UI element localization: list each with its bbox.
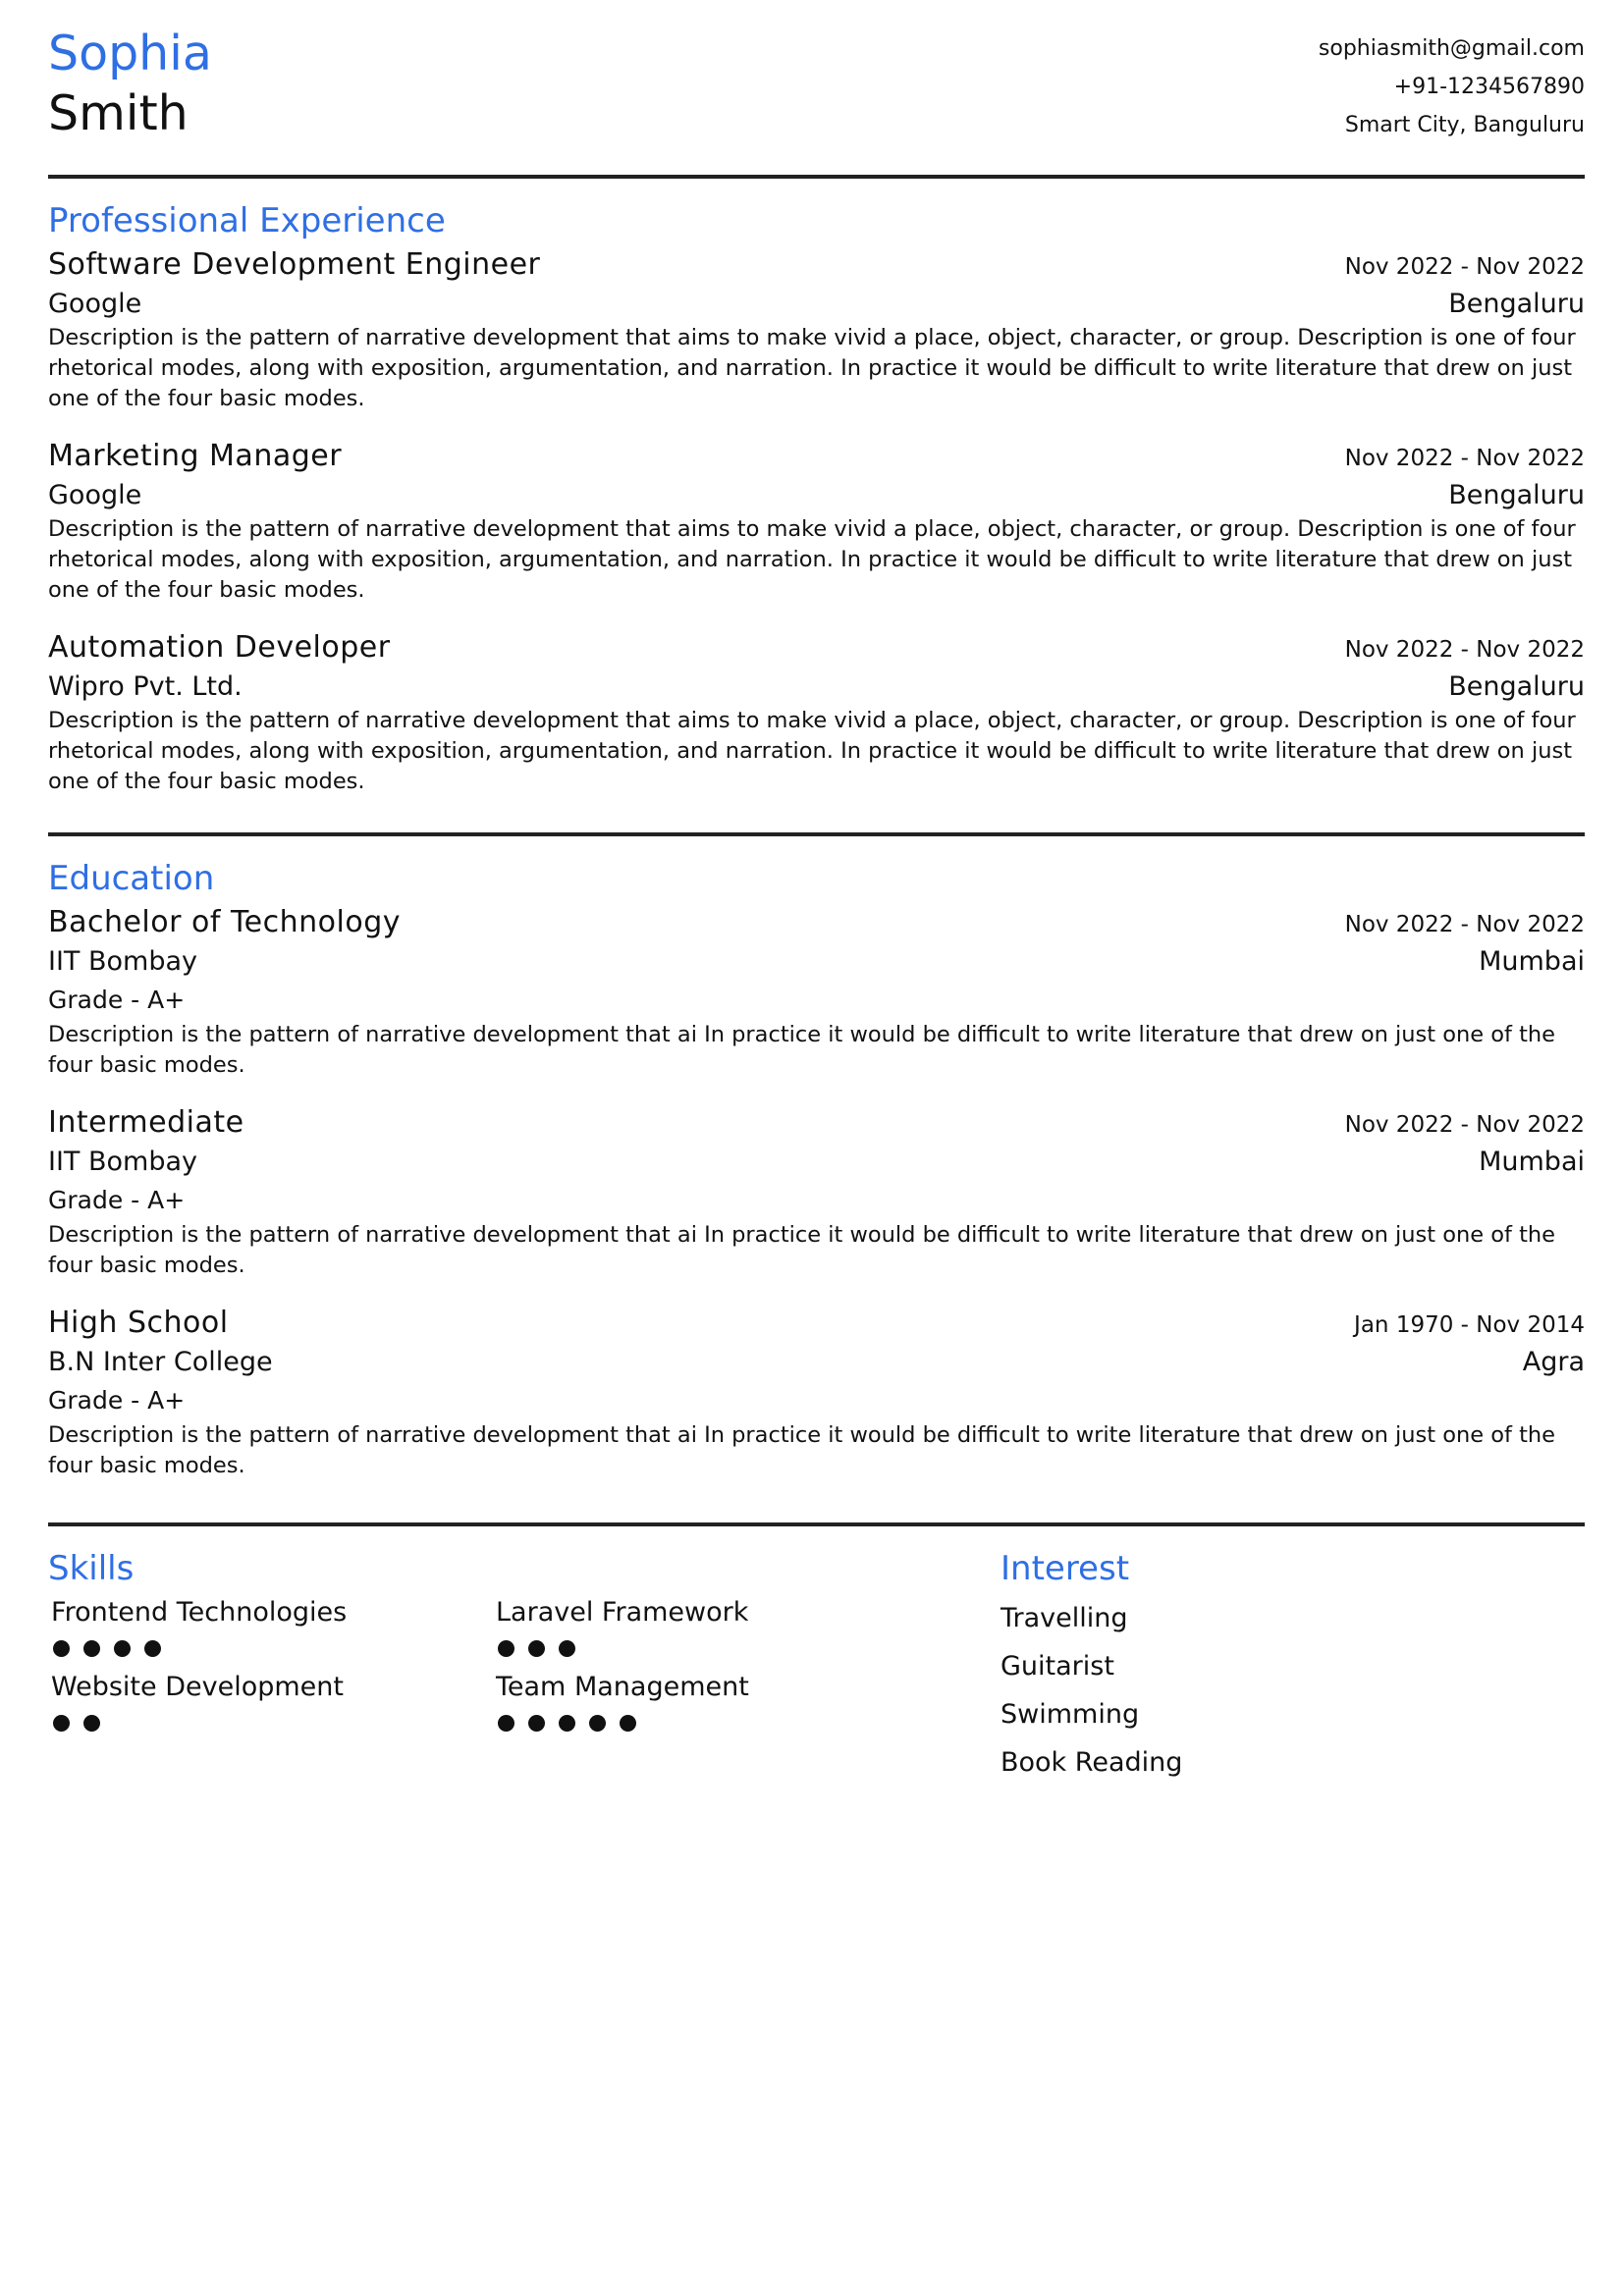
school-location: Mumbai	[1479, 1147, 1585, 1177]
rating-dot	[528, 1640, 545, 1657]
skill-rating	[51, 1706, 496, 1739]
grade: Grade - A+	[48, 986, 186, 1014]
interest-item: Travelling	[1001, 1603, 1128, 1633]
education-dates: Nov 2022 - Nov 2022	[1344, 1112, 1585, 1138]
job-dates: Nov 2022 - Nov 2022	[1344, 637, 1585, 663]
interest-heading: Interest	[1001, 1549, 1130, 1588]
rating-dot	[114, 1640, 131, 1657]
skill-item	[496, 1594, 941, 1665]
job-location: Bengaluru	[1448, 289, 1585, 319]
company-name: Google	[48, 289, 142, 319]
skill-rating	[51, 1631, 496, 1665]
rating-dot	[83, 1715, 100, 1732]
school-location: Agra	[1522, 1347, 1585, 1377]
section-divider	[48, 832, 1585, 836]
resume-page	[48, 0, 1585, 1787]
skill-name: Team Management	[496, 1672, 749, 1702]
rating-dot	[589, 1715, 606, 1732]
job-dates: Nov 2022 - Nov 2022	[1344, 254, 1585, 280]
education-dates: Jan 1970 - Nov 2014	[1354, 1312, 1585, 1338]
school-location: Mumbai	[1479, 946, 1585, 977]
skill-item	[51, 1594, 496, 1665]
rating-dot	[144, 1640, 161, 1657]
interest-section	[1001, 1526, 1585, 1787]
interest-item: Guitarist	[1001, 1651, 1114, 1682]
education-description: Description is the pattern of narrative development that ai In practice it would be difficult to write literature that drew on just one of the four basic modes.	[48, 1022, 1555, 1078]
skills-heading: Skills	[48, 1549, 135, 1588]
rating-dot	[53, 1640, 70, 1657]
email: sophiasmith@gmail.com	[1318, 36, 1585, 61]
experience-entry	[48, 629, 1585, 797]
education-section	[48, 855, 1585, 1522]
experience-section	[48, 197, 1585, 832]
company-name: Google	[48, 480, 142, 510]
skill-item	[51, 1669, 496, 1739]
job-location: Bengaluru	[1448, 671, 1585, 702]
phone: +91-1234567890	[1393, 75, 1585, 99]
skills-section	[48, 1526, 1001, 1787]
rating-dot	[53, 1715, 70, 1732]
address: Smart City, Banguluru	[1344, 113, 1585, 137]
rating-dot	[83, 1640, 100, 1657]
job-description: Description is the pattern of narrative development that aims to make vivid a place, object, character, or group. Description is one of four rhetorical modes, along with exposition, argumentation, and narration. In practice it would be difficult to write literature that drew on just one of the four basic modes.	[48, 516, 1576, 603]
job-description: Description is the pattern of narrative development that aims to make vivid a place, object, character, or group. Description is one of four rhetorical modes, along with exposition, argumentation, and narration. In practice it would be difficult to write literature that drew on just one of the four basic modes.	[48, 708, 1576, 794]
education-entry	[48, 1104, 1585, 1281]
grade: Grade - A+	[48, 1386, 186, 1415]
school-name: IIT Bombay	[48, 1147, 198, 1177]
grade: Grade - A+	[48, 1186, 186, 1214]
contact-info	[1319, 29, 1585, 144]
skills-list	[51, 1594, 1001, 1743]
education-dates: Nov 2022 - Nov 2022	[1344, 912, 1585, 937]
education-entry	[48, 904, 1585, 1081]
job-location: Bengaluru	[1448, 480, 1585, 510]
rating-dot	[528, 1715, 545, 1732]
degree-name: High School	[48, 1306, 229, 1340]
education-description: Description is the pattern of narrative development that ai In practice it would be difficult to write literature that drew on just one of the four basic modes.	[48, 1222, 1555, 1278]
skill-name: Laravel Framework	[496, 1597, 749, 1628]
first-name: Sophia	[48, 26, 212, 81]
experience-heading: Professional Experience	[48, 201, 446, 240]
education-entry	[48, 1305, 1585, 1481]
skills-interest-section	[48, 1526, 1585, 1787]
skill-rating	[496, 1706, 941, 1739]
interest-item: Book Reading	[1001, 1747, 1183, 1778]
experience-entry	[48, 246, 1585, 414]
rating-dot	[559, 1715, 575, 1732]
experience-entry	[48, 438, 1585, 606]
education-description: Description is the pattern of narrative development that ai In practice it would be difficult to write literature that drew on just one of the four basic modes.	[48, 1422, 1555, 1478]
interest-list	[1001, 1594, 1585, 1787]
skill-rating	[496, 1631, 941, 1665]
interest-item: Swimming	[1001, 1699, 1140, 1730]
job-role: Marketing Manager	[48, 439, 343, 473]
last-name: Smith	[48, 85, 189, 141]
job-dates: Nov 2022 - Nov 2022	[1344, 446, 1585, 471]
degree-name: Intermediate	[48, 1105, 244, 1140]
job-role: Software Development Engineer	[48, 247, 541, 282]
company-name: Wipro Pvt. Ltd.	[48, 671, 243, 702]
resume-header	[48, 0, 1585, 175]
job-description: Description is the pattern of narrative development that aims to make vivid a place, object, character, or group. Description is one of four rhetorical modes, along with exposition, argumentation, and narration. In practice it would be difficult to write literature that drew on just one of the four basic modes.	[48, 325, 1576, 411]
rating-dot	[498, 1715, 514, 1732]
school-name: IIT Bombay	[48, 946, 198, 977]
job-role: Automation Developer	[48, 630, 391, 665]
rating-dot	[620, 1715, 636, 1732]
degree-name: Bachelor of Technology	[48, 905, 401, 939]
skill-name: Website Development	[51, 1672, 344, 1702]
rating-dot	[498, 1640, 514, 1657]
education-heading: Education	[48, 859, 215, 898]
rating-dot	[559, 1640, 575, 1657]
school-name: B.N Inter College	[48, 1347, 273, 1377]
skill-name: Frontend Technologies	[51, 1597, 348, 1628]
section-divider	[48, 175, 1585, 179]
skill-item	[496, 1669, 941, 1739]
